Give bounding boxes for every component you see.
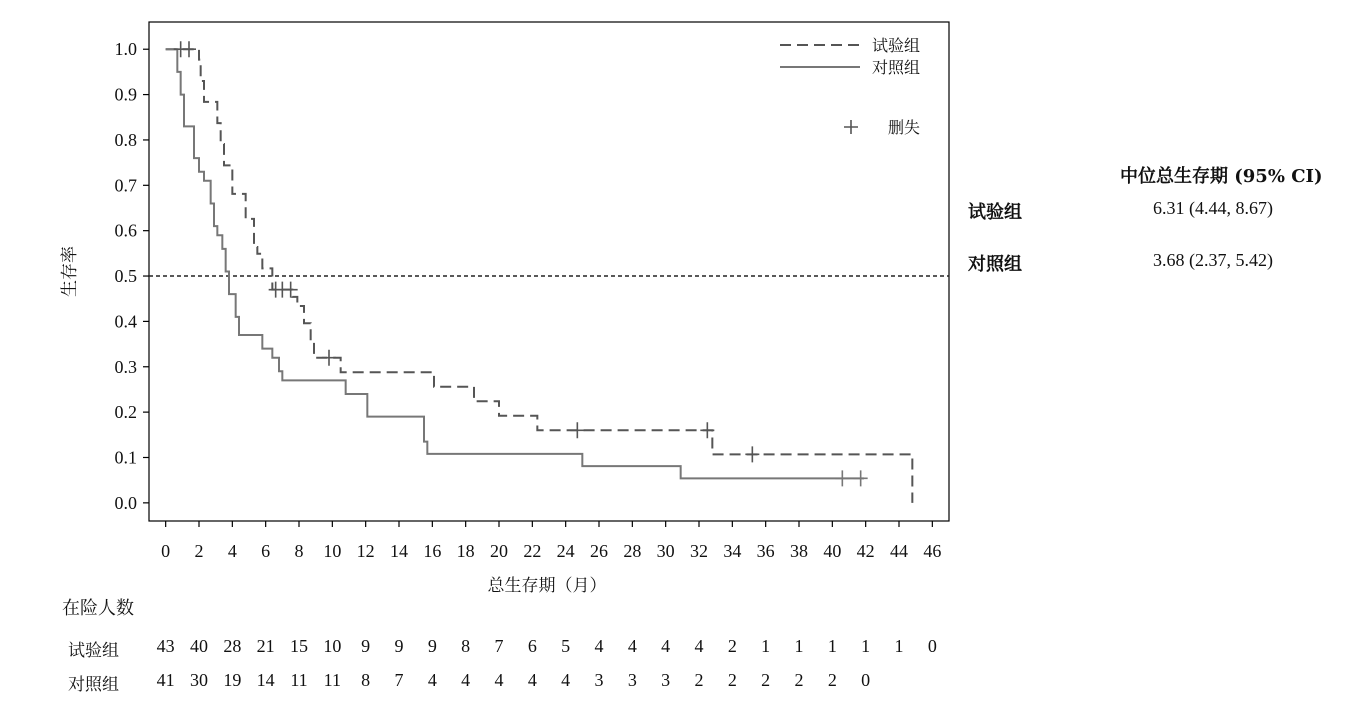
median-value: 6.31 (4.44, 8.67)	[1153, 198, 1273, 218]
y-tick-label: 0.7	[114, 175, 137, 196]
y-tick-label: 0.5	[114, 266, 137, 287]
risk-count-cell: 43	[156, 636, 175, 656]
y-tick-label: 0.9	[114, 84, 137, 105]
median-group-label: 试验组	[968, 202, 1022, 223]
x-tick-label: 10	[323, 541, 342, 561]
x-axis-title: 总生存期（月）	[487, 576, 607, 596]
censor-layer	[174, 41, 868, 486]
y-tick-label: 0.1	[114, 447, 137, 468]
risk-count-cell: 21	[256, 636, 275, 656]
risk-count-cell: 4	[561, 670, 571, 690]
x-tick-label: 40	[823, 541, 842, 561]
risk-count-cell: 8	[361, 670, 371, 690]
plot-frame	[149, 22, 949, 521]
y-tick-label: 0.2	[114, 402, 137, 423]
x-tick-label: 34	[723, 541, 742, 561]
x-tick-label: 28	[623, 541, 642, 561]
y-tick-label: 0.8	[114, 129, 137, 150]
x-tick-label: 44	[890, 541, 908, 561]
x-tick-label: 14	[390, 541, 408, 561]
risk-count-cell: 4	[627, 636, 637, 656]
risk-count-cell: 4	[527, 670, 537, 690]
legend-label: 试验组	[872, 36, 921, 55]
risk-count-cell: 1	[827, 636, 837, 656]
risk-count-cell: 30	[190, 670, 208, 690]
risk-table-title: 在险人数	[62, 598, 134, 619]
median-survival-panel	[968, 162, 1358, 292]
risk-count-cell: 4	[661, 636, 671, 656]
median-row-control	[968, 250, 1358, 276]
censor-mark	[284, 282, 298, 298]
km-curve-control	[166, 49, 864, 478]
x-tick-label: 26	[590, 541, 608, 561]
censor-mark	[700, 422, 714, 438]
censor-mark	[182, 41, 196, 57]
legend-censor-label: 删失	[888, 118, 921, 137]
risk-count-cell: 7	[394, 670, 404, 690]
risk-count-cell: 28	[223, 636, 242, 656]
median-group-label: 对照组	[968, 254, 1022, 275]
x-tick-label: 4	[227, 541, 237, 561]
x-tick-label: 2	[194, 541, 204, 561]
risk-count-cell: 2	[761, 670, 771, 690]
x-tick-label: 42	[856, 541, 875, 561]
risk-count-cell: 1	[894, 636, 904, 656]
risk-count-cell: 7	[494, 636, 504, 656]
risk-count-cell: 9	[394, 636, 404, 656]
x-axis	[161, 521, 941, 561]
y-axis-title: 生存率	[60, 246, 80, 297]
censor-mark	[322, 350, 336, 366]
risk-count-cell: 5	[561, 636, 571, 656]
x-tick-label: 38	[790, 541, 808, 561]
x-tick-label: 0	[161, 541, 171, 561]
x-tick-label: 36	[756, 541, 775, 561]
median-value: 3.68 (2.37, 5.42)	[1153, 250, 1273, 270]
y-tick-label: 1.0	[114, 39, 137, 60]
risk-count-cell: 19	[223, 670, 242, 690]
risk-count-cell: 4	[427, 670, 437, 690]
y-tick-label: 0.4	[114, 311, 137, 332]
censor-mark	[835, 470, 849, 486]
risk-count-cell: 4	[594, 636, 604, 656]
risk-count-cell: 11	[290, 670, 308, 690]
y-tick-label: 0.3	[114, 356, 137, 377]
y-axis	[115, 39, 150, 513]
risk-count-cell: 41	[156, 670, 175, 690]
y-tick-label: 0.6	[114, 220, 137, 241]
risk-row-control	[68, 670, 948, 694]
x-tick-label: 6	[261, 541, 271, 561]
legend-label: 对照组	[872, 58, 921, 77]
risk-count-cell: 3	[594, 670, 604, 690]
risk-count-cell: 2	[727, 670, 737, 690]
risk-row-treatment	[68, 636, 948, 660]
censor-mark	[570, 422, 584, 438]
x-tick-label: 24	[556, 541, 575, 561]
risk-count-cell: 0	[861, 670, 871, 690]
risk-count-cell: 4	[461, 670, 471, 690]
risk-group-label: 试验组	[68, 641, 119, 661]
censor-mark	[854, 470, 868, 486]
risk-count-cell: 10	[323, 636, 342, 656]
x-tick-label: 22	[523, 541, 542, 561]
x-tick-label: 12	[356, 541, 375, 561]
risk-count-cell: 2	[794, 670, 804, 690]
risk-count-cell: 3	[661, 670, 671, 690]
risk-count-cell: 0	[927, 636, 937, 656]
risk-count-cell: 11	[323, 670, 341, 690]
risk-count-cell: 1	[861, 636, 871, 656]
x-tick-label: 30	[656, 541, 675, 561]
x-tick-label: 18	[456, 541, 475, 561]
x-tick-label: 16	[423, 541, 442, 561]
risk-count-cell: 4	[694, 636, 704, 656]
median-row-treatment	[968, 198, 1358, 224]
risk-count-cell: 6	[527, 636, 537, 656]
legend	[780, 36, 920, 137]
risk-count-cell: 4	[494, 670, 504, 690]
x-tick-label: 46	[923, 541, 942, 561]
risk-count-cell: 40	[190, 636, 208, 656]
median-header: 中位总生存期 (95% CI)	[1120, 166, 1323, 187]
x-tick-label: 32	[690, 541, 708, 561]
risk-count-cell: 3	[627, 670, 637, 690]
x-tick-label: 8	[294, 541, 304, 561]
x-tick-label: 20	[490, 541, 508, 561]
plot-area-group	[60, 22, 949, 596]
legend-censor-mark	[844, 120, 858, 134]
risk-count-cell: 2	[727, 636, 737, 656]
risk-count-cell: 1	[761, 636, 771, 656]
y-tick-label: 0.0	[114, 492, 137, 513]
risk-count-cell: 15	[290, 636, 308, 656]
censor-mark	[745, 446, 759, 462]
risk-count-cell: 14	[256, 670, 275, 690]
risk-count-cell: 9	[361, 636, 371, 656]
risk-count-cell: 1	[794, 636, 804, 656]
risk-count-cell: 2	[827, 670, 837, 690]
risk-count-cell: 8	[461, 636, 471, 656]
risk-group-label: 对照组	[68, 675, 119, 695]
risk-count-cell: 9	[427, 636, 437, 656]
risk-count-cell: 2	[694, 670, 704, 690]
